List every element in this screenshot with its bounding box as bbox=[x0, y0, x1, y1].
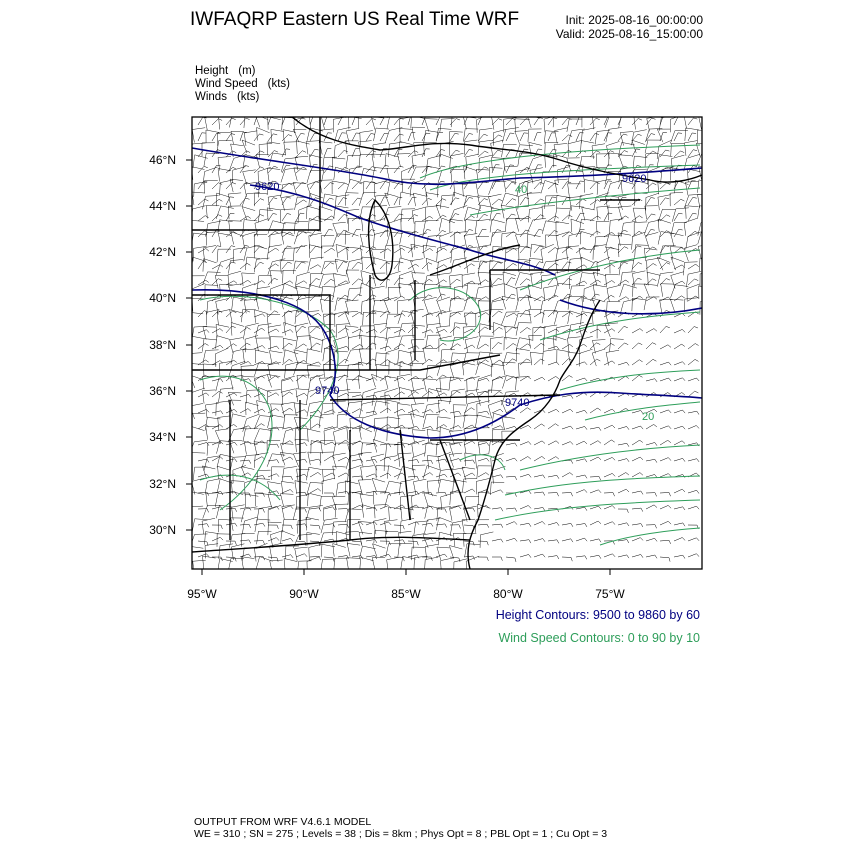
lat-label-30n: 30°N bbox=[149, 523, 176, 537]
wind-contour-label: 40 bbox=[515, 184, 528, 196]
height-contour-label: 9620 bbox=[622, 173, 647, 185]
lat-label-44n: 44°N bbox=[149, 199, 176, 213]
valid-time: Valid: 2025-08-16_15:00:00 bbox=[555, 27, 703, 41]
lon-label-75w: 75°W bbox=[595, 587, 625, 601]
field-wind-speed: Wind Speed (kts) bbox=[195, 78, 291, 90]
height-contour-label: 9620 bbox=[255, 181, 280, 193]
height-contour-legend: Height Contours: 9500 to 9860 by 60 bbox=[495, 608, 700, 622]
footer-model-line: OUTPUT FROM WRF V4.6.1 MODEL bbox=[194, 816, 372, 828]
init-time: Init: 2025-08-16_00:00:00 bbox=[565, 13, 703, 27]
height-contour-label: 9740 bbox=[315, 385, 340, 397]
lon-label-90w: 90°W bbox=[289, 587, 319, 601]
lat-label-32n: 32°N bbox=[149, 477, 176, 491]
lon-label-80w: 80°W bbox=[493, 587, 523, 601]
wind-contour-label: 20 bbox=[642, 411, 655, 423]
footer-config-line: WE = 310 ; SN = 275 ; Levels = 38 ; Dis = 8km ; Phys Opt = 8 ; PBL Opt = 1 ; Cu Opt = 3 bbox=[194, 828, 608, 840]
lat-label-34n: 34°N bbox=[149, 430, 176, 444]
lat-label-46n: 46°N bbox=[149, 153, 176, 167]
field-height: Height (m) bbox=[195, 65, 256, 77]
lon-label-95w: 95°W bbox=[187, 587, 217, 601]
wind-contour-legend: Wind Speed Contours: 0 to 90 by 10 bbox=[498, 631, 700, 645]
lat-label-36n: 36°N bbox=[149, 384, 176, 398]
lat-label-42n: 42°N bbox=[149, 245, 176, 259]
height-contour-label: 9740 bbox=[505, 397, 530, 409]
lat-label-40n: 40°N bbox=[149, 291, 176, 305]
model-footer bbox=[194, 816, 607, 840]
lon-label-85w: 85°W bbox=[391, 587, 421, 601]
lat-label-38n: 38°N bbox=[149, 338, 176, 352]
plot-title: IWFAQRP Eastern US Real Time WRF bbox=[190, 9, 520, 30]
field-winds: Winds (kts) bbox=[195, 91, 260, 103]
